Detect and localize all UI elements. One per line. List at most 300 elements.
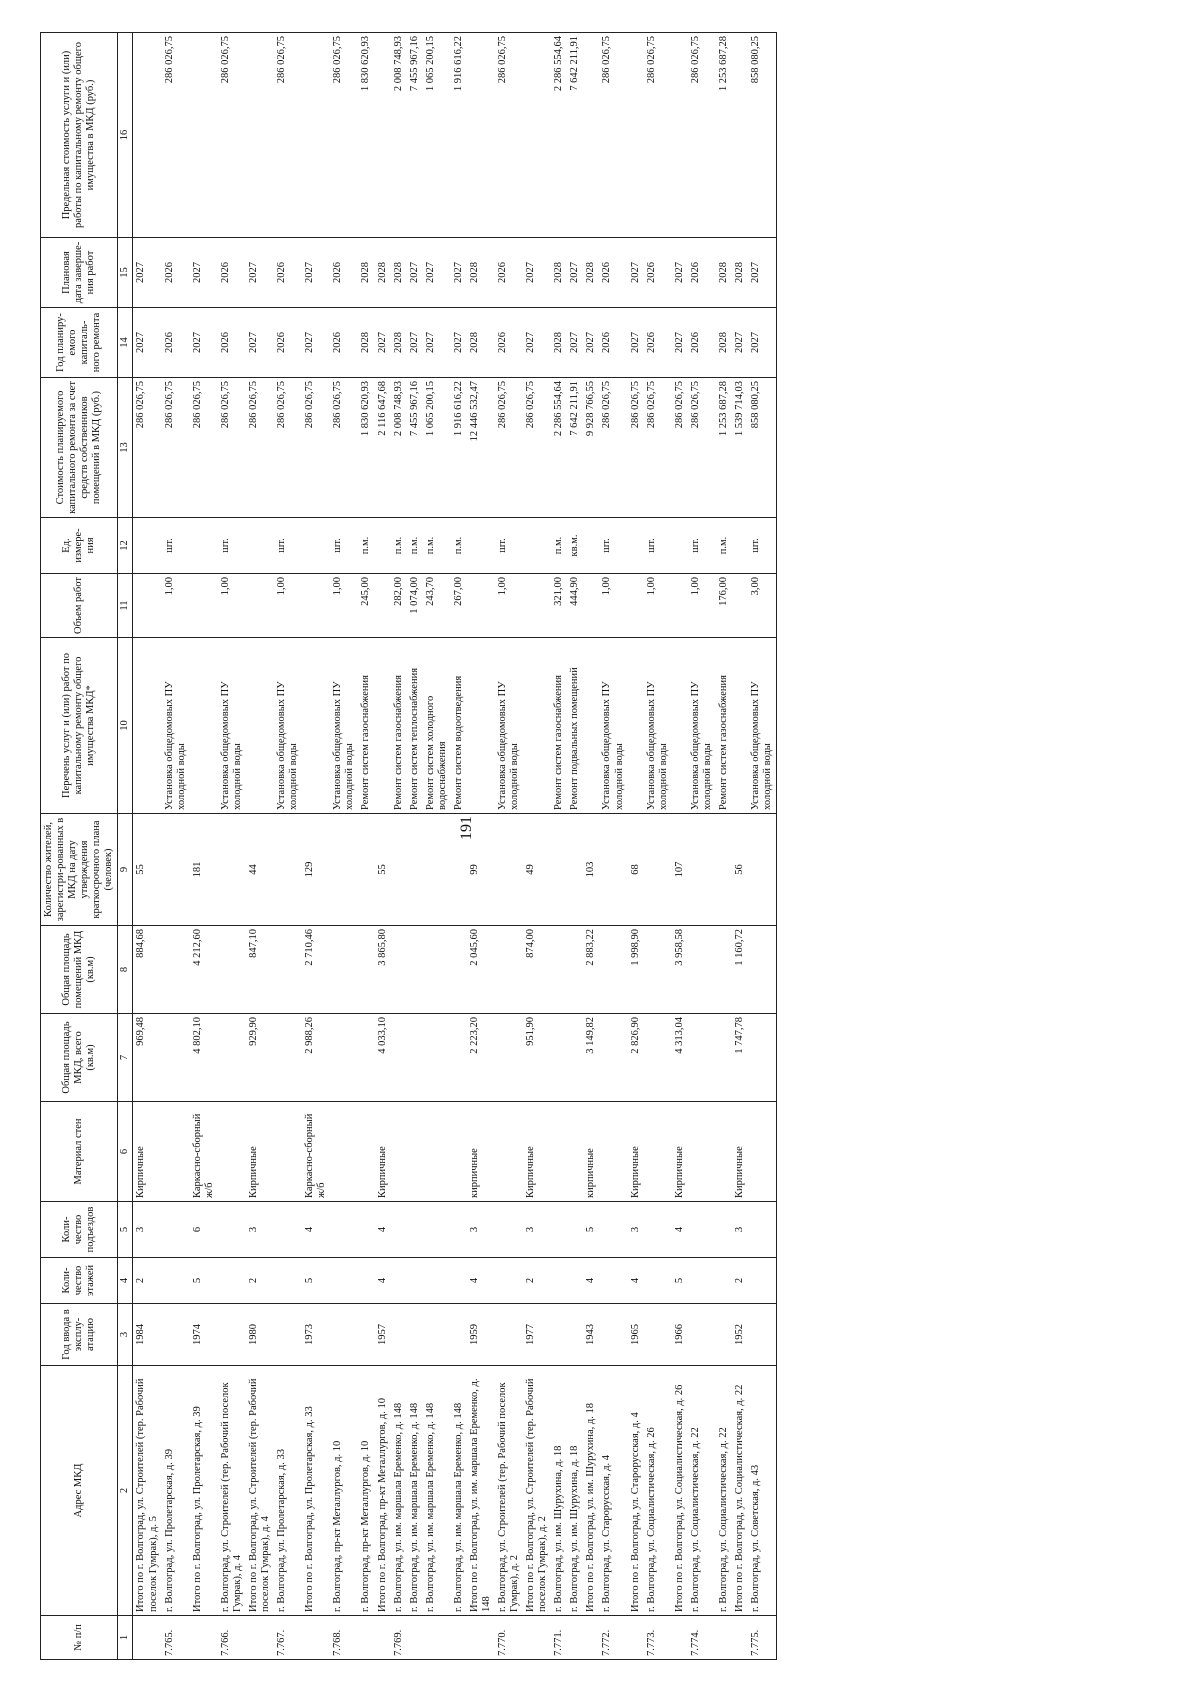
table-cell: 2028	[358, 238, 374, 308]
table-cell: 2 045,60	[467, 926, 495, 1014]
table-cell: 286 026,75	[274, 378, 302, 518]
table-cell	[451, 1202, 467, 1258]
table-cell: п.м.	[423, 518, 451, 574]
table-cell: Ремонт систем теплоснабжения	[407, 638, 423, 814]
table-cell	[218, 926, 246, 1014]
table-cell	[748, 814, 777, 926]
table-cell: 2 286 554,64	[551, 33, 567, 238]
table-cell: Итого по г. Волгоград, ул. Строителей (тер. Рабочий поселок Гумрак), д. 4	[246, 1366, 274, 1616]
table-cell	[423, 1202, 451, 1258]
table-cell: 12 446 532,47	[467, 378, 495, 518]
table-cell	[716, 926, 732, 1014]
table-cell: Итого по г. Волгоград, ул. им. маршала Еременко, д. 148	[467, 1366, 495, 1616]
table-row	[551, 33, 567, 1660]
table-cell: 3	[467, 1202, 495, 1258]
table-cell: 2 988,26	[302, 1014, 330, 1102]
table-cell: 1 830 620,93	[358, 33, 374, 238]
table-cell	[375, 518, 391, 574]
table-header	[41, 33, 133, 1660]
table-cell	[330, 1202, 358, 1258]
table-cell: 2026	[688, 238, 716, 308]
table-cell: 181	[190, 814, 218, 926]
table-cell: 2027	[190, 238, 218, 308]
table-cell: шт.	[599, 518, 627, 574]
table-cell	[688, 814, 716, 926]
table-cell	[599, 1102, 627, 1202]
table-cell: г. Волгоград, ул. Строителей (тер. Рабочий поселок Гумрак), д. 4	[218, 1366, 246, 1616]
table-cell	[391, 1258, 407, 1304]
table-cell: 2 008 748,93	[391, 378, 407, 518]
column-number: 13	[118, 378, 133, 518]
table-cell: 7.765.	[162, 1616, 190, 1660]
table-cell	[567, 1202, 583, 1258]
table-cell	[467, 1616, 495, 1660]
table-cell	[190, 638, 218, 814]
table-cell	[218, 1304, 246, 1366]
table-cell: 2026	[330, 308, 358, 378]
rotated-page	[40, 33, 1200, 1660]
table-cell	[716, 1102, 732, 1202]
table-cell: 1 065 200,15	[423, 33, 451, 238]
table-cell	[451, 1616, 467, 1660]
table-cell: 2027	[190, 308, 218, 378]
table-cell	[748, 1304, 777, 1366]
table-cell	[451, 1102, 467, 1202]
header-row	[41, 33, 118, 1660]
table-cell: 1959	[467, 1304, 495, 1366]
table-cell: 2 826,90	[628, 1014, 644, 1102]
table-cell	[583, 574, 599, 638]
column-header: Год ввода в эксплу-атацию	[41, 1304, 118, 1366]
table-row	[162, 33, 190, 1660]
table-cell: Кирпичные	[732, 1102, 748, 1202]
table-cell: 1 916 616,22	[451, 33, 467, 238]
table-cell	[246, 1616, 274, 1660]
table-cell: Установка общедомовых ПУ холодной воды	[599, 638, 627, 814]
table-cell: 2	[523, 1258, 551, 1304]
table-cell	[583, 638, 599, 814]
table-cell: 4 802,10	[190, 1014, 218, 1102]
table-cell: 4	[375, 1258, 391, 1304]
table-cell: 7 455 967,16	[407, 378, 423, 518]
table-cell: Установка общедомовых ПУ холодной воды	[688, 638, 716, 814]
table-cell	[407, 1202, 423, 1258]
table-cell: 1 539 714,03	[732, 378, 748, 518]
table-cell: 2027	[451, 238, 467, 308]
table-cell: 7.766.	[218, 1616, 246, 1660]
table-cell	[716, 1616, 732, 1660]
table-cell	[551, 1014, 567, 1102]
table-cell	[358, 926, 374, 1014]
table-cell	[330, 1304, 358, 1366]
table-cell	[551, 1102, 567, 1202]
table-cell	[162, 814, 190, 926]
table-cell: 969,48	[133, 1014, 162, 1102]
table-cell: 884,68	[133, 926, 162, 1014]
table-cell: 3,00	[748, 574, 777, 638]
column-number: 15	[118, 238, 133, 308]
table-cell	[375, 33, 391, 238]
table-cell	[672, 638, 688, 814]
table-cell: 7 642 211,91	[567, 378, 583, 518]
table-cell	[358, 1102, 374, 1202]
table-cell	[330, 1014, 358, 1102]
column-header: Предельная стоимость услуги и (или) работы по капитальному ремонту общего имущества в МКД (руб.)	[41, 33, 118, 238]
table-cell	[567, 1102, 583, 1202]
table-cell: 4 033,10	[375, 1014, 391, 1102]
table-cell: 3 149,82	[583, 1014, 599, 1102]
table-cell	[274, 814, 302, 926]
table-cell: 7.767.	[274, 1616, 302, 1660]
table-row	[391, 33, 407, 1660]
table-cell	[423, 1304, 451, 1366]
table-cell: 2027	[523, 308, 551, 378]
table-cell: 286 026,75	[302, 378, 330, 518]
table-cell: г. Волгоград, ул. им. маршала Еременко, д. 148	[451, 1366, 467, 1616]
table-cell	[672, 33, 688, 238]
table-cell	[688, 1014, 716, 1102]
table-cell	[162, 1202, 190, 1258]
table-cell: 874,00	[523, 926, 551, 1014]
column-number: 12	[118, 518, 133, 574]
table-cell: 2	[133, 1258, 162, 1304]
table-cell	[391, 814, 407, 926]
table-cell: 286 026,75	[133, 378, 162, 518]
table-cell: 4	[375, 1202, 391, 1258]
column-header: Год планиру-емого капиталь-ного ремонта	[41, 308, 118, 378]
table-cell	[407, 1304, 423, 1366]
table-cell	[495, 814, 523, 926]
table-cell	[644, 1014, 672, 1102]
table-row	[190, 33, 218, 1660]
table-cell: Установка общедомовых ПУ холодной воды	[748, 638, 777, 814]
table-cell	[391, 1304, 407, 1366]
table-cell: 2 008 748,93	[391, 33, 407, 238]
table-cell: Итого по г. Волгоград, пр-кт Металлургов, д. 10	[375, 1366, 391, 1616]
table-cell	[375, 1616, 391, 1660]
table-cell: г. Волгоград, ул. Социалистическая, д. 22	[688, 1366, 716, 1616]
table-cell: 2026	[644, 308, 672, 378]
column-number: 10	[118, 638, 133, 814]
table-cell	[423, 1102, 451, 1202]
table-cell: 1,00	[599, 574, 627, 638]
table-cell: 286 026,75	[523, 378, 551, 518]
table-cell: 243,70	[423, 574, 451, 638]
table-cell: п.м.	[551, 518, 567, 574]
table-cell: г. Волгоград, ул. Социалистическая, д. 22	[716, 1366, 732, 1616]
table-cell	[133, 1616, 162, 1660]
table-cell	[218, 1014, 246, 1102]
table-row	[672, 33, 688, 1660]
table-cell: г. Волгоград, ул. им. Шурухина, д. 18	[567, 1366, 583, 1616]
table-cell: 2028	[391, 308, 407, 378]
table-cell: 858 080,25	[748, 378, 777, 518]
table-cell: п.м.	[451, 518, 467, 574]
table-cell: г. Волгоград, ул. Пролетарская, д. 33	[274, 1366, 302, 1616]
table-cell: 286 026,75	[495, 378, 523, 518]
table-cell: 2026	[218, 238, 246, 308]
table-cell: г. Волгоград, пр-кт Металлургов, д. 10	[358, 1366, 374, 1616]
table-cell: 9 928 766,55	[583, 378, 599, 518]
table-cell: 2026	[599, 238, 627, 308]
table-cell: Итого по г. Волгоград, ул. Социалистическая, д. 22	[732, 1366, 748, 1616]
table-cell: 267,00	[451, 574, 467, 638]
table-cell: 1 916 616,22	[451, 378, 467, 518]
table-cell	[716, 1202, 732, 1258]
table-cell: 2028	[551, 238, 567, 308]
column-header: Ед. измере-ния	[41, 518, 118, 574]
table-cell: п.м.	[358, 518, 374, 574]
table-cell: 2028	[375, 238, 391, 308]
table-cell: 55	[133, 814, 162, 926]
table-cell	[732, 518, 748, 574]
table-cell: 2026	[218, 308, 246, 378]
table-cell: 49	[523, 814, 551, 926]
table-row	[407, 33, 423, 1660]
table-cell: 929,90	[246, 1014, 274, 1102]
table-cell	[628, 574, 644, 638]
table-cell: 4	[302, 1202, 330, 1258]
table-cell	[583, 1616, 599, 1660]
table-cell: 1957	[375, 1304, 391, 1366]
table-cell: 1974	[190, 1304, 218, 1366]
table-cell: 286 026,75	[274, 33, 302, 238]
table-cell	[274, 926, 302, 1014]
table-cell: 2027	[246, 308, 274, 378]
table-cell: 2028	[732, 238, 748, 308]
table-cell: 4	[672, 1202, 688, 1258]
table-row	[748, 33, 777, 1660]
table-cell: 2027	[302, 308, 330, 378]
table-cell: 7.775.	[748, 1616, 777, 1660]
table-cell: 951,90	[523, 1014, 551, 1102]
table-cell	[162, 1102, 190, 1202]
table-cell	[467, 574, 495, 638]
table-cell: 5	[302, 1258, 330, 1304]
table-cell: 286 026,75	[644, 378, 672, 518]
table-row	[246, 33, 274, 1660]
table-cell: 3	[133, 1202, 162, 1258]
table-cell: Итого по г. Волгоград, ул. Социалистическая, д. 26	[672, 1366, 688, 1616]
table-cell: 2027	[628, 238, 644, 308]
table-cell: 7.771.	[551, 1616, 567, 1660]
table-cell: 7 642 211,91	[567, 33, 583, 238]
table-cell	[274, 1014, 302, 1102]
table-cell: 2028	[716, 308, 732, 378]
table-cell: 1,00	[162, 574, 190, 638]
table-cell: Итого по г. Волгоград, ул. Строителей (тер. Рабочий поселок Гумрак), д. 5	[133, 1366, 162, 1616]
table-cell	[732, 574, 748, 638]
table-cell: 44	[246, 814, 274, 926]
table-cell	[495, 1258, 523, 1304]
table-cell	[375, 638, 391, 814]
table-cell: 286 026,75	[330, 378, 358, 518]
table-cell: Кирпичные	[628, 1102, 644, 1202]
table-cell	[133, 638, 162, 814]
table-cell	[716, 1258, 732, 1304]
table-cell: 2027	[423, 238, 451, 308]
table-cell: г. Волгоград, ул. Советская, д. 43	[748, 1366, 777, 1616]
table-cell	[644, 926, 672, 1014]
table-cell	[423, 926, 451, 1014]
table-cell: 2026	[330, 238, 358, 308]
table-cell	[407, 1258, 423, 1304]
table-cell: шт.	[162, 518, 190, 574]
table-cell: 2027	[672, 238, 688, 308]
table-cell: 3	[523, 1202, 551, 1258]
table-cell	[551, 1258, 567, 1304]
table-cell: Установка общедомовых ПУ холодной воды	[495, 638, 523, 814]
table-cell: 4 212,60	[190, 926, 218, 1014]
table-cell: 2027	[748, 308, 777, 378]
table-cell: 2027	[133, 308, 162, 378]
table-cell: 7.773.	[644, 1616, 672, 1660]
table-cell: 2 116 647,68	[375, 378, 391, 518]
table-cell: 3 865,80	[375, 926, 391, 1014]
table-cell: 286 026,75	[644, 33, 672, 238]
column-header: Адрес МКД	[41, 1366, 118, 1616]
table-cell: 1 998,90	[628, 926, 644, 1014]
table-cell: 2026	[162, 308, 190, 378]
table-cell: 2027	[567, 238, 583, 308]
table-cell	[190, 518, 218, 574]
table-cell	[330, 926, 358, 1014]
table-cell: 4	[467, 1258, 495, 1304]
table-cell	[567, 1014, 583, 1102]
table-cell: 1 830 620,93	[358, 378, 374, 518]
table-cell	[423, 1258, 451, 1304]
column-header: № п/п	[41, 1616, 118, 1660]
table-cell: г. Волгоград, ул. им. маршала Еременко, д. 148	[423, 1366, 451, 1616]
table-cell: 2027	[523, 238, 551, 308]
table-cell: 321,00	[551, 574, 567, 638]
table-cell	[644, 1258, 672, 1304]
table-cell: Кирпичные	[133, 1102, 162, 1202]
table-cell	[302, 1616, 330, 1660]
table-cell	[358, 1202, 374, 1258]
table-cell	[599, 1202, 627, 1258]
table-cell: 286 026,75	[246, 378, 274, 518]
table-cell: 2027	[748, 238, 777, 308]
table-cell	[567, 814, 583, 926]
table-cell: Итого по г. Волгоград, ул. Старорусская, д. 4	[628, 1366, 644, 1616]
table-cell: 2 286 554,64	[551, 378, 567, 518]
table-cell: 286 026,75	[672, 378, 688, 518]
table-cell	[133, 33, 162, 238]
table-cell	[391, 1102, 407, 1202]
table-cell: г. Волгоград, ул. Строителей (тер. Рабочий поселок Гумрак), д. 2	[495, 1366, 523, 1616]
table-cell: Ремонт систем газоснабжения	[716, 638, 732, 814]
table-cell: Итого по г. Волгоград, ул. Пролетарская, д. 39	[190, 1366, 218, 1616]
table-cell: 2027	[133, 238, 162, 308]
table-cell: п.м.	[391, 518, 407, 574]
column-header: Общая площадь помещений МКД (кв.м)	[41, 926, 118, 1014]
table-row	[133, 33, 162, 1660]
table-cell: 56	[732, 814, 748, 926]
table-cell: шт.	[644, 518, 672, 574]
table-cell	[246, 638, 274, 814]
column-header: Коли-чество этажей	[41, 1258, 118, 1304]
table-cell: шт.	[688, 518, 716, 574]
table-cell	[495, 1202, 523, 1258]
table-cell: 1 253 687,28	[716, 378, 732, 518]
table-cell: 2028	[467, 308, 495, 378]
table-cell: 2027	[423, 308, 451, 378]
table-cell	[628, 518, 644, 574]
table-cell	[162, 1258, 190, 1304]
table-cell: шт.	[218, 518, 246, 574]
table-cell: г. Волгоград, ул. Социалистическая, д. 26	[644, 1366, 672, 1616]
table-body	[133, 33, 777, 1660]
column-header: Общая площадь МКД, всего (кв.м)	[41, 1014, 118, 1102]
column-number: 4	[118, 1258, 133, 1304]
table-cell: 286 026,75	[162, 378, 190, 518]
table-cell	[274, 1258, 302, 1304]
table-cell: 2026	[162, 238, 190, 308]
table-cell	[748, 1258, 777, 1304]
table-cell	[407, 926, 423, 1014]
table-cell: 1 747,78	[732, 1014, 748, 1102]
table-cell: Установка общедомовых ПУ холодной воды	[274, 638, 302, 814]
table-cell: 1943	[583, 1304, 599, 1366]
table-cell: шт.	[330, 518, 358, 574]
table-cell: 103	[583, 814, 599, 926]
table-cell	[218, 1102, 246, 1202]
table-cell: 6	[190, 1202, 218, 1258]
table-cell	[218, 1202, 246, 1258]
table-cell: кирпичные	[467, 1102, 495, 1202]
table-cell: Итого по г. Волгоград, ул. Пролетарская, д. 33	[302, 1366, 330, 1616]
table-cell: Установка общедомовых ПУ холодной воды	[162, 638, 190, 814]
table-cell: шт.	[274, 518, 302, 574]
table-row	[358, 33, 374, 1660]
table-cell	[218, 1258, 246, 1304]
table-cell	[358, 1014, 374, 1102]
table-cell	[523, 574, 551, 638]
table-cell: 2028	[716, 238, 732, 308]
table-cell: 2026	[495, 238, 523, 308]
table-cell: 2027	[375, 308, 391, 378]
table-cell: 286 026,75	[162, 33, 190, 238]
table-cell: 2027	[451, 308, 467, 378]
table-cell: 3	[732, 1202, 748, 1258]
table-cell	[567, 926, 583, 1014]
table-cell	[467, 518, 495, 574]
table-cell: кирпичные	[583, 1102, 599, 1202]
column-number-row	[118, 33, 133, 1660]
table-cell: 444,90	[567, 574, 583, 638]
table-cell: 286 026,75	[190, 378, 218, 518]
table-cell	[246, 518, 274, 574]
column-number: 16	[118, 33, 133, 238]
table-cell: 2027	[732, 308, 748, 378]
table-cell: 1980	[246, 1304, 274, 1366]
table-cell: 1 065 200,15	[423, 378, 451, 518]
table-cell	[423, 1014, 451, 1102]
table-cell: 1984	[133, 1304, 162, 1366]
column-number: 11	[118, 574, 133, 638]
table-cell: 2028	[467, 238, 495, 308]
table-cell	[358, 1304, 374, 1366]
table-cell	[302, 518, 330, 574]
table-cell: 1,00	[330, 574, 358, 638]
table-cell	[583, 518, 599, 574]
table-cell: 286 026,75	[599, 378, 627, 518]
table-cell: Каркасно-сборный ж/б	[190, 1102, 218, 1202]
table-cell	[672, 518, 688, 574]
column-header: Объем работ	[41, 574, 118, 638]
column-number: 2	[118, 1366, 133, 1616]
